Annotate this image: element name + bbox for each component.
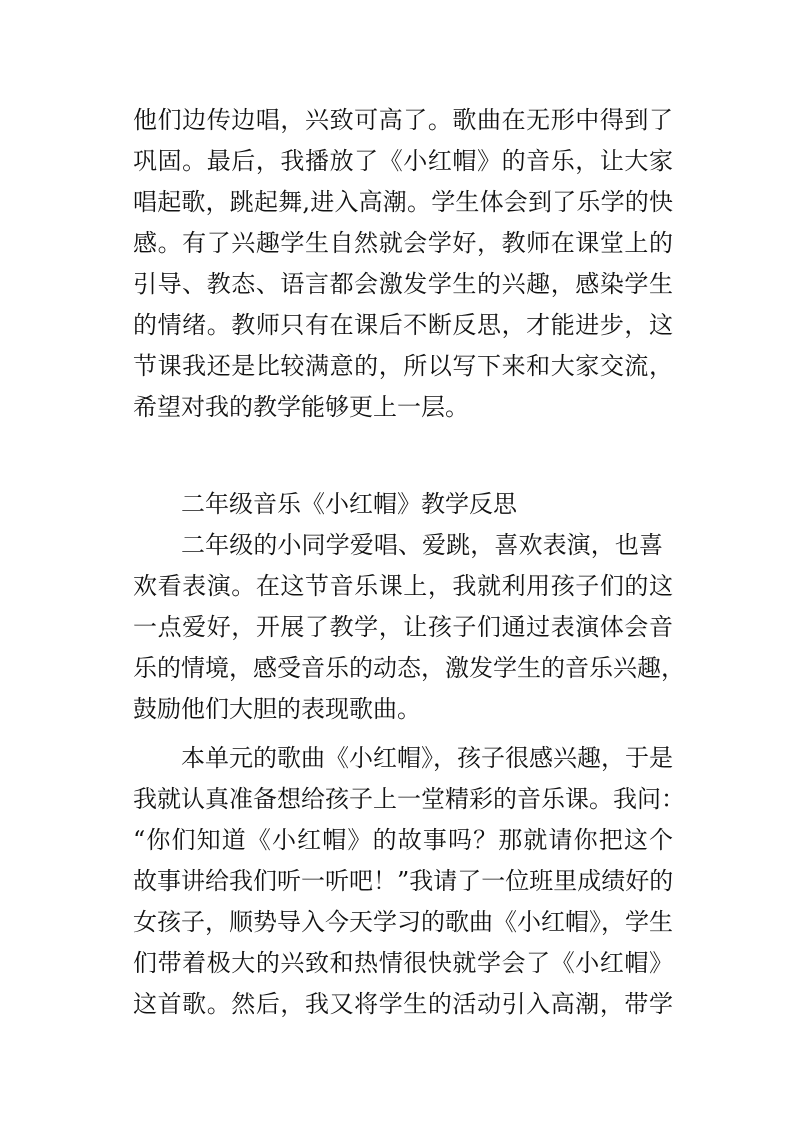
section-title: 二年级音乐《小红帽》教学反思 (181, 490, 517, 518)
body-text-line: 二年级的小同学爱唱、爱跳，喜欢表演，也喜 (181, 531, 663, 559)
body-text-line: 们带着极大的兴致和热情很快就学会了《小红帽》 (133, 949, 673, 977)
body-text-line: 我就认真准备想给孩子上一堂精彩的音乐课。我问： (133, 785, 685, 813)
body-text-line: 巩固。最后，我播放了《小红帽》的音乐，让大家 (133, 147, 673, 175)
body-text-line: 女孩子，顺势导入今天学习的歌曲《小红帽》，学生 (133, 908, 673, 936)
body-text-line: 欢看表演。在这节音乐课上，我就利用孩子们的这 (133, 572, 673, 600)
body-text-line: 一点爱好，开展了教学，让孩子们通过表演体会音 (133, 613, 673, 641)
body-text-line: 故事讲给我们听一听吧！”我请了一位班里成绩好的 (133, 867, 674, 895)
body-text-line: 引导、教态、语言都会激发学生的兴趣，感染学生 (133, 270, 673, 298)
body-text-line: 唱起歌，跳起舞,进入高潮。学生体会到了乐学的快 (133, 188, 673, 216)
body-text-line: 这首歌。然后，我又将学生的活动引入高潮，带学 (133, 990, 673, 1018)
body-text-line: 鼓励他们大胆的表现歌曲。 (133, 695, 421, 723)
body-text-line: 乐的情境，感受音乐的动态，激发学生的音乐兴趣， (133, 654, 685, 682)
body-text-line: 节课我还是比较满意的，所以写下来和大家交流， (133, 352, 673, 380)
body-text-line: 感。有了兴趣学生自然就会学好，教师在课堂上的 (133, 229, 673, 257)
body-text-line: 本单元的歌曲《小红帽》，孩子很感兴趣，于是 (181, 744, 673, 772)
body-text-line: 希望对我的教学能够更上一层。 (133, 393, 469, 421)
body-text-line: 的情绪。教师只有在课后不断反思，才能进步，这 (133, 311, 673, 339)
body-text-line: 他们边传边唱，兴致可高了。歌曲在无形中得到了 (133, 106, 673, 134)
body-text-line: “你们知道《小红帽》的故事吗？那就请你把这个 (133, 826, 673, 854)
